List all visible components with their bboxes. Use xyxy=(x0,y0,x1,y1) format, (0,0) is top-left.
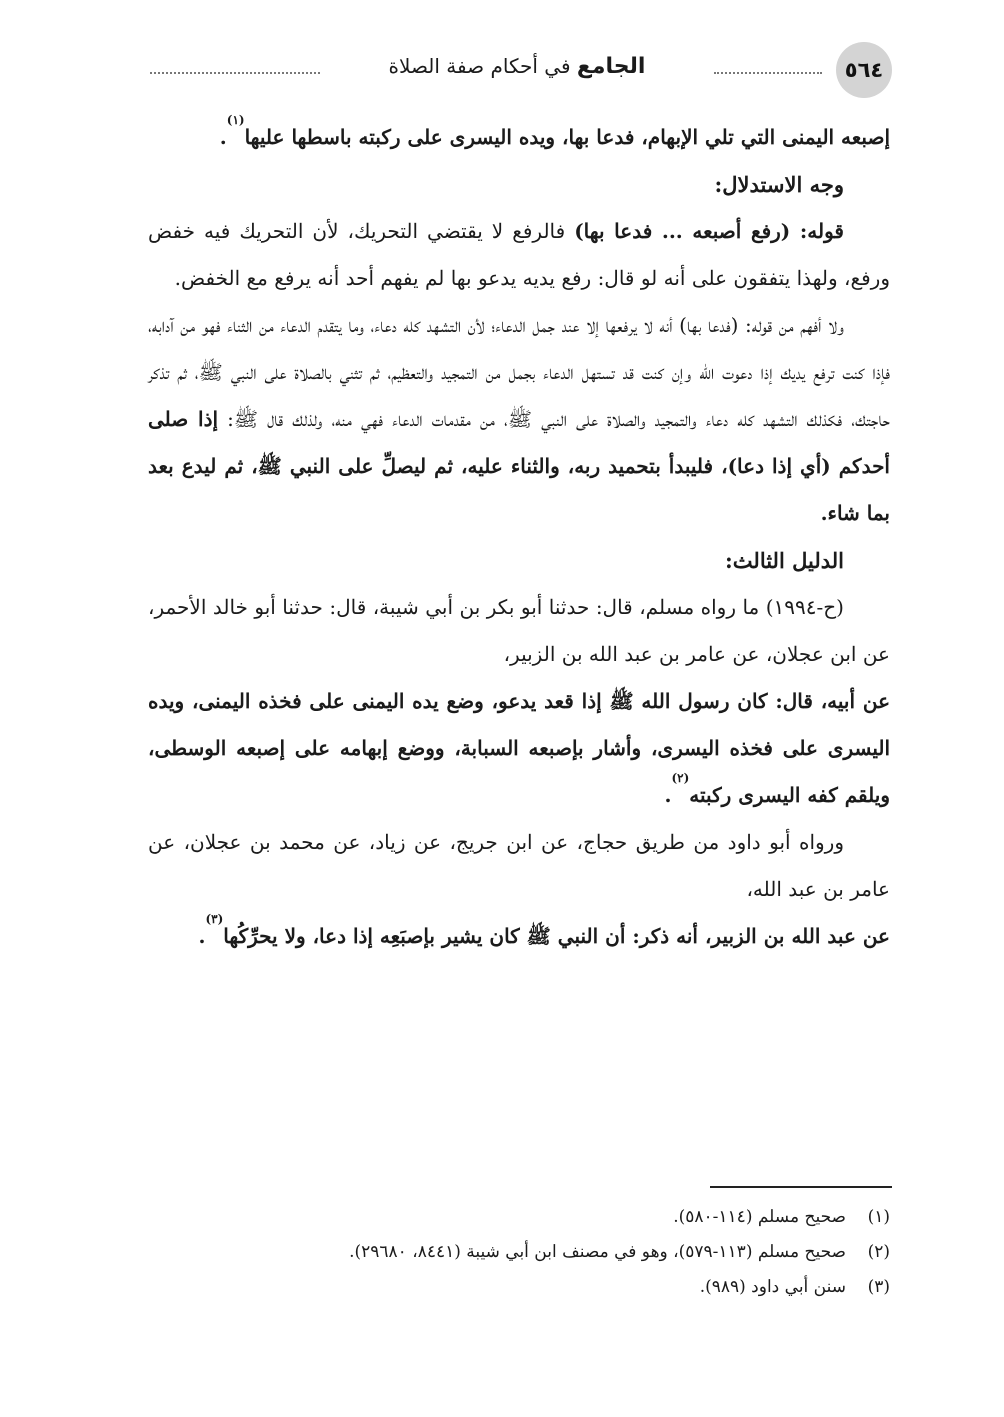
header-dotted-rule-right xyxy=(714,72,822,74)
page-number: ٥٦٤ xyxy=(844,58,884,82)
hadith-matn-text: عن أبيه، قال: كان رسول الله ﷺ إذا قعد يدعو، وضع يده اليمنى على فخذه اليمنى، ويده اليسرى على فخذه اليسرى، وأشار بإصبعه السبابة، ووضع إبهامه على إصبعه الوسطى، ويلقم كفه اليسرى ركبته xyxy=(148,689,890,807)
footnote-ref-1: (١) xyxy=(226,113,245,127)
footnote-separator xyxy=(710,1186,892,1188)
page-number-badge xyxy=(836,42,892,98)
abu-dawud-matn-text: عن عبد الله بن الزبير، أنه ذكر: أن النبي ﷺ كان يشير بإصبَعِه إذا دعا، ولا يحرِّكُها xyxy=(223,924,890,948)
abu-dawud-isnad: ورواه أبو داود من طريق حجاج، عن ابن جريج، عن زياد، عن محمد بن عجلان، عن عامر بن عبد الله، xyxy=(148,830,890,901)
header-dotted-rule-left xyxy=(150,72,320,74)
footnote-3 xyxy=(148,1270,890,1305)
footnote-text: صحيح مسلم (١١٤-٥٨٠). xyxy=(673,1207,846,1227)
running-title-main: الجامع xyxy=(576,54,646,79)
abu-dawud-matn-end: . xyxy=(198,924,206,948)
footnote-number: (٢) xyxy=(867,1242,890,1262)
footnote-2 xyxy=(148,1235,890,1270)
afham-hadith-quote: إذا صلى أحدكم (أي إذا دعا)، فليبدأ بتحميد ربه، والثناء عليه، ثم ليصلِّ على النبي ﷺ، ثم ليدع بعد بما شاء. xyxy=(148,407,890,525)
footnote-number: (٣) xyxy=(867,1277,890,1297)
footnote-text: سنن أبي داود (٩٨٩). xyxy=(699,1277,846,1297)
continued-hadith-end: . xyxy=(219,125,227,149)
footnote-number: (١) xyxy=(867,1207,890,1227)
page-header xyxy=(150,42,892,98)
body-text xyxy=(148,114,890,960)
heading-third-evidence: الدليل الثالث: xyxy=(725,548,844,573)
hadith-isnad: (ح-١٩٩٤) ما رواه مسلم، قال: حدثنا أبو بكر بن أبي شيبة، قال: حدثنا أبو خالد الأحمر، عن ابن عجلان، عن عامر بن عبد الله بن الزبير، xyxy=(148,595,890,666)
continued-hadith-text: إصبعه اليمنى التي تلي الإبهام، فدعا بها، ويده اليسرى على ركبته باسطها عليها xyxy=(244,125,890,149)
footnotes xyxy=(148,1200,890,1305)
afham-text: ولا أفهم من قوله: (فدعا بها) أنه لا يرفعها إلا عند جمل الدعاء؛ لأن التشهد كله دعاء، وما يتقدم الدعاء من الثناء فهو من آدابه، فإذا كنت ترفع يديك إذا دعوت الله وإن كنت قد تستهل الدعاء بجمل من التمجيد والتعظيم، ثم تثني بالصلاة على النبي ﷺ، ثم تذكر حاجتك، فكذلك التشهد كله دعاء والتمجيد والصلاة على النبي ﷺ، من مقدمات الدعاء فهي منه، ولذلك قال ﷺ: xyxy=(148,313,890,431)
footnote-ref-2: (٢) xyxy=(671,771,690,785)
footnote-ref-3: (٣) xyxy=(205,912,224,926)
continued-hadith-line xyxy=(148,114,890,161)
qawluh-explanation: فالرفع لا يقتضي التحريك، لأن التحريك فيه خفض ورفع، ولهذا يتفقون على أنه لو قال: رفع يديه يدعو بها لم يفهم أحد أنه يرفع مع الخفض. xyxy=(148,219,890,290)
running-title-rest: في أحكام صفة الصلاة xyxy=(388,54,577,78)
heading-wajh-al-istidlal: وجه الاستدلال: xyxy=(714,172,844,197)
abu-dawud-matn xyxy=(148,913,890,960)
paragraph-qawluh xyxy=(148,208,890,302)
hadith-matn-end: . xyxy=(664,783,672,807)
footnote-1 xyxy=(148,1200,890,1235)
qawluh-quote: قوله: (رفع أصبعه ... فدعا بها) xyxy=(574,219,844,243)
footnote-text: صحيح مسلم (١١٣-٥٧٩)، وهو في مصنف ابن أبي شيبة (٨٤٤١، ٢٩٦٨٠). xyxy=(349,1242,846,1262)
paragraph-afham xyxy=(148,302,890,537)
hadith-matn xyxy=(148,678,890,819)
running-title xyxy=(330,54,704,79)
